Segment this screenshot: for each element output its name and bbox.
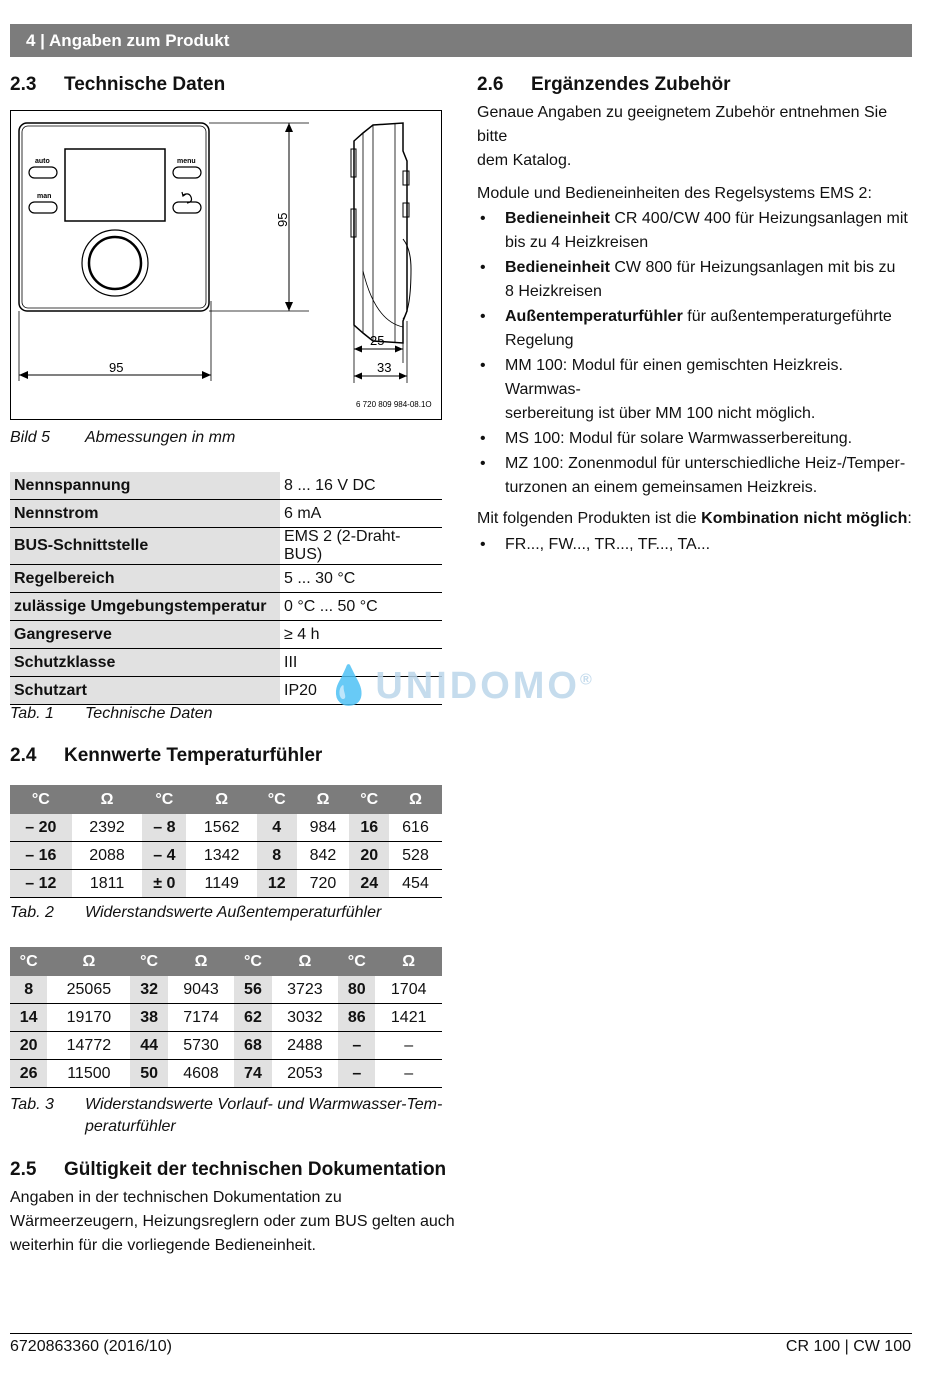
table-row — [10, 472, 442, 500]
spec-value: 0 °C ... 50 °C — [280, 593, 442, 621]
figure-reference-number: 6 720 809 984-08.1O — [356, 400, 432, 409]
column-header: Ω — [47, 947, 130, 976]
caption-text-line2: peraturfühler — [85, 1118, 176, 1135]
column-header: °C — [130, 947, 167, 976]
column-header: °C — [234, 947, 271, 976]
flow-dhw-sensor-resistance-table — [10, 947, 442, 1088]
temperature-cell: 20 — [10, 1032, 47, 1060]
table-row — [10, 565, 442, 593]
spec-key: Nennspannung — [10, 472, 280, 500]
table-row — [10, 528, 442, 565]
column-header: Ω — [375, 947, 442, 976]
item-text-cont: turzonen an einem gemeinsamen Heizkreis. — [505, 479, 818, 496]
table-row — [10, 976, 442, 1004]
resistance-cell: 1342 — [186, 842, 257, 870]
watermark-drop-icon: 💧 — [325, 665, 376, 707]
dimensions-figure — [10, 110, 442, 420]
section-2-3-heading — [10, 74, 225, 96]
resistance-cell: 11500 — [47, 1060, 130, 1088]
resistance-cell: 616 — [389, 814, 442, 842]
column-header: °C — [142, 785, 186, 814]
section-title: Ergänzendes Zubehör — [531, 74, 731, 95]
combination-note-colon: : — [907, 510, 912, 527]
column-header: Ω — [389, 785, 442, 814]
section-title: Technische Daten — [64, 74, 226, 95]
spec-value: 5 ... 30 °C — [280, 565, 442, 593]
item-bold: Bedieneinheit — [505, 210, 610, 227]
temperature-cell: 12 — [257, 870, 297, 898]
resistance-cell: 454 — [389, 870, 442, 898]
resistance-cell: 3723 — [272, 976, 339, 1004]
temperature-cell: – 8 — [142, 814, 186, 842]
temperature-cell: 8 — [257, 842, 297, 870]
column-header: Ω — [297, 785, 350, 814]
back-button-shape — [173, 202, 201, 213]
item-text-cont: 8 Heizkreisen — [505, 283, 602, 300]
column-header: Ω — [272, 947, 339, 976]
resistance-cell: 1562 — [186, 814, 257, 842]
depth-dimension-label-25: 25 — [370, 333, 385, 348]
temperature-cell: – 20 — [10, 814, 72, 842]
item-text: • MM 100: Modul für einen gemischten Heizkreis. Warmwas- — [505, 357, 843, 398]
resistance-cell: 19170 — [47, 1004, 130, 1032]
combination-note-bold: Kombination nicht möglich — [701, 510, 908, 527]
controller-front-inner — [22, 126, 206, 308]
list-item — [477, 207, 913, 255]
list-item — [477, 533, 913, 557]
section-2-5-heading — [10, 1159, 446, 1181]
item-text: für außentemperaturgeführte — [682, 308, 892, 325]
section-title: Gültigkeit der technischen Dokumentation — [64, 1159, 447, 1180]
column-header: Ω — [168, 947, 235, 976]
section-2-6-heading — [477, 74, 731, 96]
resistance-cell: 4608 — [168, 1060, 235, 1088]
column-header: °C — [349, 785, 389, 814]
width-dimension-label: 95 — [109, 360, 124, 375]
section-2-4-heading — [10, 745, 322, 767]
list-item — [477, 427, 913, 451]
table-row — [10, 500, 442, 528]
modules-intro: Module und Bedieneinheiten des Regelsystems EMS 2: — [477, 185, 872, 202]
paragraph-line: Wärmeerzeugern, Heizungsreglern oder zum BUS gelten auch — [10, 1213, 455, 1230]
table-row — [10, 870, 442, 898]
resistance-cell: 9043 — [168, 976, 235, 1004]
spec-value: 8 ... 16 V DC — [280, 472, 442, 500]
incompatible-list — [477, 533, 913, 557]
spec-value: III — [280, 649, 442, 677]
temperature-cell: ± 0 — [142, 870, 186, 898]
table-row — [10, 1032, 442, 1060]
resistance-cell: 1421 — [375, 1004, 442, 1032]
caption-label: Tab. 1 — [10, 705, 54, 722]
temperature-cell: – — [338, 1060, 375, 1088]
caption-text: Abmessungen in mm — [85, 429, 236, 446]
outdoor-sensor-resistance-table — [10, 785, 442, 898]
auto-label: auto — [35, 158, 50, 165]
spec-key: zulässige Umgebungstemperatur — [10, 593, 280, 621]
caption-label: Tab. 3 — [10, 1096, 54, 1113]
man-button-shape — [29, 202, 57, 213]
paragraph-line: weiterhin für die vorliegende Bedieneinheit. — [10, 1237, 316, 1254]
spec-key: Schutzklasse — [10, 649, 280, 677]
list-item — [477, 354, 913, 426]
paragraph-line: Angaben in der technischen Dokumentation zu — [10, 1189, 342, 1206]
list-item — [477, 452, 913, 500]
height-dimension-label: 95 — [275, 212, 290, 227]
temperature-cell: 24 — [349, 870, 389, 898]
temperature-cell: 68 — [234, 1032, 271, 1060]
item-text: • MS 100: Modul für solare Warmwasserbereitung. — [505, 430, 853, 447]
footer-doc-number: 6720863360 (2016/10) — [10, 1338, 172, 1355]
spec-value: EMS 2 (2-Draht-BUS) — [280, 528, 442, 565]
temperature-cell: 26 — [10, 1060, 47, 1088]
spec-value: ≥ 4 h — [280, 621, 442, 649]
spec-key: BUS-Schnittstelle — [10, 528, 280, 565]
table-row — [10, 1060, 442, 1088]
watermark — [325, 664, 595, 708]
resistance-cell: 2053 — [272, 1060, 339, 1088]
temperature-cell: 62 — [234, 1004, 271, 1032]
temperature-cell: – 4 — [142, 842, 186, 870]
spec-value: 6 mA — [280, 500, 442, 528]
section-number: 2.6 — [477, 74, 504, 95]
resistance-cell: 3032 — [272, 1004, 339, 1032]
list-item — [477, 305, 913, 353]
temperature-cell: 80 — [338, 976, 375, 1004]
page-header-bar — [10, 24, 912, 57]
item-text: CR 400/CW 400 für Heizungsanlagen mit — [609, 210, 908, 227]
caption-label: Tab. 2 — [10, 904, 54, 921]
temperature-cell: 14 — [10, 1004, 47, 1032]
watermark-text: UNIDOMO — [375, 665, 580, 707]
item-text-cont: Regelung — [505, 332, 574, 349]
paragraph-line: Genaue Angaben zu geeignetem Zubehör entnehmen Sie bitte — [477, 104, 888, 145]
column-header: °C — [10, 947, 47, 976]
item-text: CW 800 für Heizungsanlagen mit bis zu — [609, 259, 896, 276]
section-number: 2.5 — [10, 1159, 37, 1180]
section-2-6-content — [477, 101, 913, 558]
item-text: FR..., FW..., TR..., TF..., TA... — [505, 536, 711, 553]
temperature-cell: – 12 — [10, 870, 72, 898]
temperature-cell: 38 — [130, 1004, 167, 1032]
caption-text: Technische Daten — [85, 705, 213, 722]
page-header-title: 4 | Angaben zum Produkt — [26, 31, 230, 50]
section-number: 2.3 — [10, 74, 37, 95]
table-header-row — [10, 947, 442, 976]
temperature-cell: – — [338, 1032, 375, 1060]
combination-note-text: Mit folgenden Produkten ist die — [477, 510, 702, 527]
item-bold: Bedieneinheit — [505, 259, 610, 276]
rotary-knob-inner — [89, 237, 141, 289]
resistance-cell: 842 — [297, 842, 350, 870]
resistance-cell: 2488 — [272, 1032, 339, 1060]
table-row — [10, 593, 442, 621]
spec-value: IP20 — [280, 677, 442, 705]
resistance-cell: – — [375, 1060, 442, 1088]
auto-button-shape — [29, 167, 57, 178]
column-header: °C — [257, 785, 297, 814]
table-header-row — [10, 785, 442, 814]
footer-divider — [10, 1333, 912, 1334]
temperature-cell: 50 — [130, 1060, 167, 1088]
section-title: Kennwerte Temperaturfühler — [64, 745, 323, 766]
resistance-cell: 720 — [297, 870, 350, 898]
figure-5-caption — [10, 427, 235, 449]
resistance-cell: 984 — [297, 814, 350, 842]
resistance-cell: 25065 — [47, 976, 130, 1004]
table-row — [10, 842, 442, 870]
caption-text-line1: Widerstandswerte Vorlauf- und Warmwasser-Tem- — [85, 1096, 443, 1113]
resistance-cell: 5730 — [168, 1032, 235, 1060]
resistance-cell: 2392 — [72, 814, 143, 842]
item-text-cont: serbereitung ist über MM 100 nicht möglich. — [505, 405, 816, 422]
table-row — [10, 621, 442, 649]
temperature-cell: 20 — [349, 842, 389, 870]
accessory-list — [477, 207, 913, 500]
spec-key: Gangreserve — [10, 621, 280, 649]
section-number: 2.4 — [10, 745, 37, 766]
temperature-cell: 32 — [130, 976, 167, 1004]
dimensions-drawing — [11, 111, 441, 419]
section-2-5-paragraph — [10, 1186, 455, 1258]
temperature-cell: 4 — [257, 814, 297, 842]
item-text: • MZ 100: Zonenmodul für unterschiedliche Heiz-/Temper- — [505, 455, 906, 472]
display-screen — [65, 149, 165, 221]
man-label: man — [37, 193, 52, 200]
spec-key: Nennstrom — [10, 500, 280, 528]
paragraph-line: dem Katalog. — [477, 152, 572, 169]
resistance-cell: 14772 — [47, 1032, 130, 1060]
temperature-cell: – 16 — [10, 842, 72, 870]
combination-note — [477, 507, 913, 531]
temperature-cell: 74 — [234, 1060, 271, 1088]
resistance-cell: 7174 — [168, 1004, 235, 1032]
footer-product: CR 100 | CW 100 — [785, 1338, 911, 1355]
resistance-cell: 528 — [389, 842, 442, 870]
menu-label: menu — [177, 158, 196, 165]
caption-label: Bild 5 — [10, 429, 51, 446]
temperature-cell: 56 — [234, 976, 271, 1004]
resistance-cell: 1811 — [72, 870, 143, 898]
table-2-caption — [10, 902, 381, 924]
depth-dimension-label-33: 33 — [377, 360, 392, 375]
temperature-cell: 44 — [130, 1032, 167, 1060]
temperature-cell: 8 — [10, 976, 47, 1004]
temperature-cell: 86 — [338, 1004, 375, 1032]
spec-key: Regelbereich — [10, 565, 280, 593]
table-1-caption — [10, 703, 213, 725]
column-header: Ω — [72, 785, 143, 814]
table-row — [10, 814, 442, 842]
item-bold: Außentemperaturfühler — [505, 308, 683, 325]
table-3-caption — [10, 1094, 442, 1138]
column-header: °C — [10, 785, 72, 814]
table-row — [10, 1004, 442, 1032]
column-header: °C — [338, 947, 375, 976]
rotary-knob-outer — [82, 230, 148, 296]
spec-key: Schutzart — [10, 677, 280, 705]
resistance-cell: 1704 — [375, 976, 442, 1004]
menu-button-shape — [173, 167, 201, 178]
resistance-cell: 2088 — [72, 842, 143, 870]
item-text-cont: bis zu 4 Heizkreisen — [505, 234, 649, 251]
caption-text: Widerstandswerte Außentemperaturfühler — [85, 904, 382, 921]
resistance-cell: – — [375, 1032, 442, 1060]
temperature-cell: 16 — [349, 814, 389, 842]
resistance-cell: 1149 — [186, 870, 257, 898]
column-header: Ω — [186, 785, 257, 814]
list-item — [477, 256, 913, 304]
controller-front-outline — [19, 123, 209, 311]
controller-side-outline — [354, 123, 407, 343]
watermark-registered-mark: ® — [579, 671, 595, 689]
